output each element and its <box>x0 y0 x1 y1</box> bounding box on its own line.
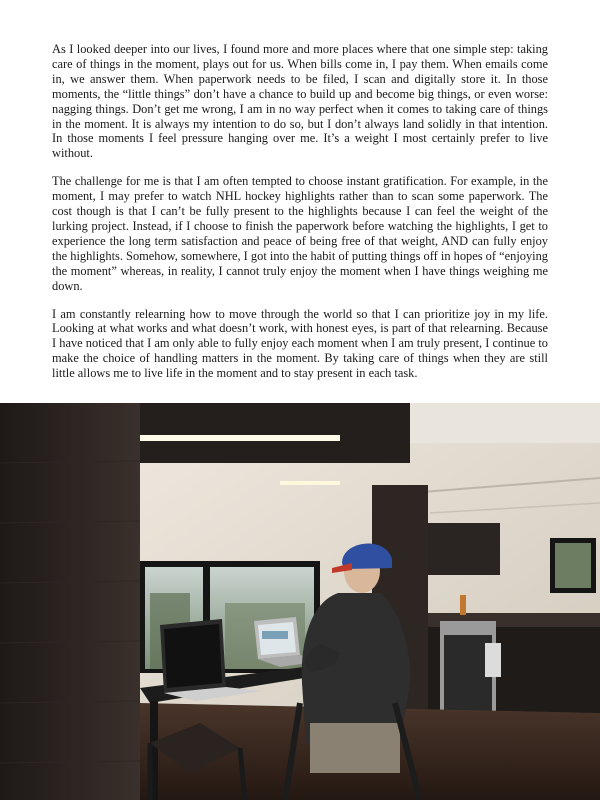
tiny-house-office-photo <box>0 403 600 800</box>
paragraph-2: The challenge for me is that I am often tempted to choose instant gratification. For example, in the moment, I may prefer to watch NHL hockey highlights rather than to scan some paperwork. The cost though is that I can’t be fully present to the highlights because I can feel the weight of the lurking project. Instead, if I choose to finish the paperwork before watching the highlights, I get to experience the long term satisfaction and peace of being free of that weight, AND can fully enjoy the highlights. Somehow, somewhere, I got into the habit of putting things off in hopes of “enjoying the moment” whereas, in reality, I cannot truly enjoy the moment when I have things weighing me down. <box>52 174 548 293</box>
article-body <box>52 42 548 394</box>
light-strip <box>140 435 340 441</box>
kitchen-upper-cabinets <box>428 523 500 575</box>
paragraph-3: I am constantly relearning how to move through the world so that I can prioritize joy in my life. Looking at what works and what doesn’t work, with honest eyes, is part of that relearning. Because I have noticed that I am only able to fully enjoy each moment when I am truly present, I continue to make the choice of handling matters in the moment. By taking care of things when they are still little allows me to live life in the moment and to stay present in each task. <box>52 306 548 381</box>
paragraph-1: As I looked deeper into our lives, I found more and more places where that one simple step: taking care of things in the moment, plays out for us. When bills come in, I pay them. When emails come in, we answer them. When paperwork needs to be filed, I scan and digitally store it. In those moments, the “little things” don’t have a chance to build up and become big things, or even worse: nagging things. Don’t get me wrong, I am in no way perfect when it comes to taking care of things in the moment. It is always my intention to do so, but I don’t always land solidly in that intention. In those moments I feel pressure hanging over me. It’s a weight I most certainly prefer to live without. <box>52 42 548 161</box>
upper-cabinets <box>140 403 410 463</box>
